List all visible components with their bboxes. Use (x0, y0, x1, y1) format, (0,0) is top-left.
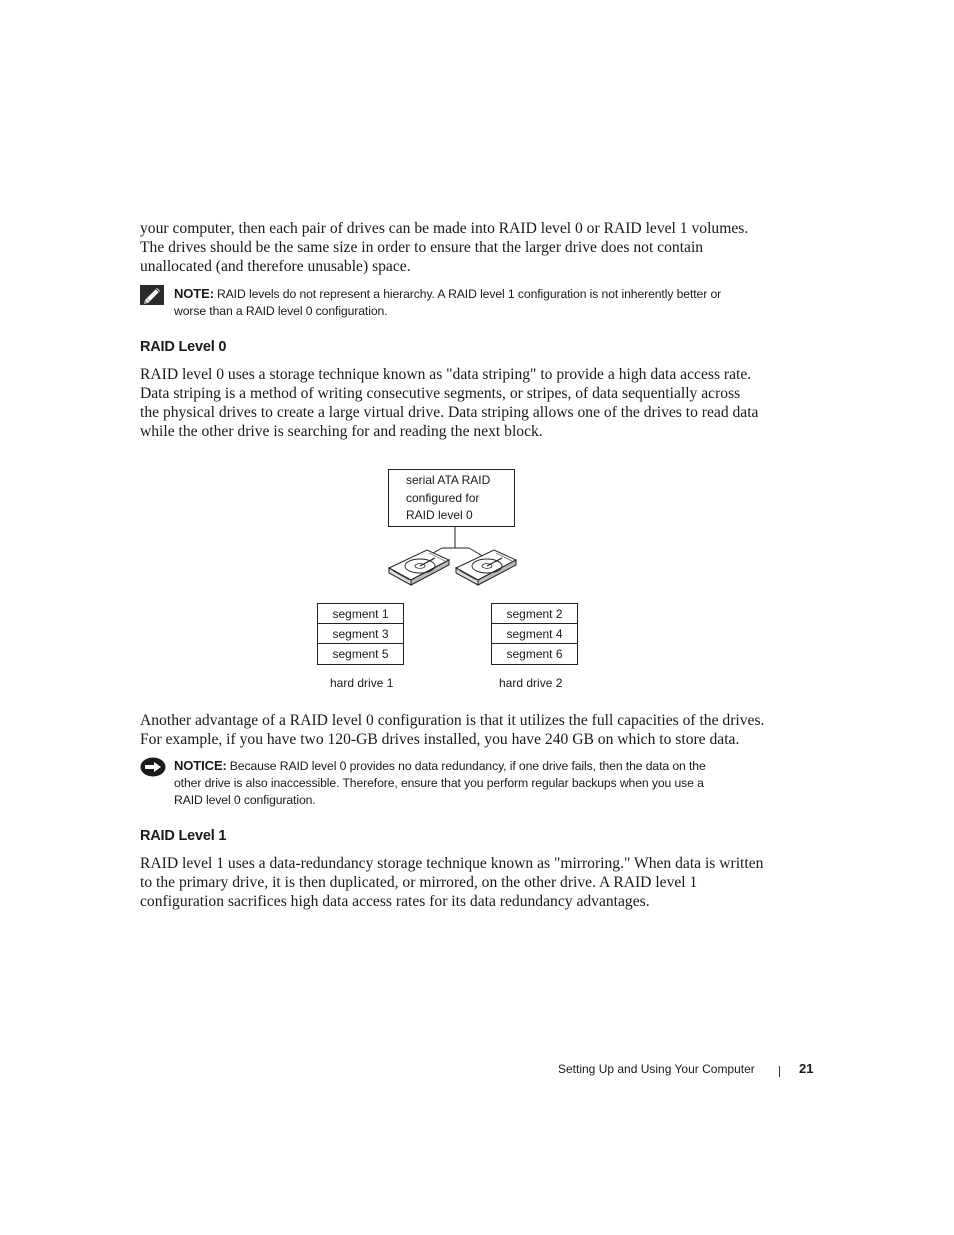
raid0-line: the physical drives to create a large virtual drive. Data striping allows one of the drives to read data (140, 404, 759, 421)
hard-drive-1-label: hard drive 1 (330, 676, 394, 690)
raid-level-0-paragraph (140, 365, 760, 441)
segment-cell: segment 4 (492, 624, 577, 644)
raid1-line: to the primary drive, it is then duplicated, or mirrored, on the other drive. A RAID level 1 (140, 874, 698, 891)
hard-drive-2-label: hard drive 2 (499, 676, 563, 690)
page-number: 21 (799, 1061, 814, 1076)
raid0-line: RAID level 0 uses a storage technique known as "data striping" to provide a high data access rate. (140, 366, 752, 383)
raid-box-line: configured for (406, 490, 480, 505)
note-text (174, 285, 721, 320)
segment-cell: segment 6 (506, 647, 563, 661)
pencil-note-icon (140, 285, 164, 310)
note-label: NOTE: (174, 286, 214, 301)
footer-separator (779, 1066, 780, 1077)
hard-drive-2-icon (456, 550, 516, 585)
hard-drive-1-segments (317, 603, 404, 665)
hard-drive-1-icon (389, 550, 449, 585)
notice-text (174, 757, 706, 809)
intro-line: unallocated (and therefore unusable) space. (140, 258, 411, 275)
note-line: worse than a RAID level 0 configuration. (174, 304, 388, 318)
intro-line: your computer, then each pair of drives can be made into RAID level 0 or RAID level 1 volumes. (140, 220, 749, 237)
segment-cell: segment 5 (332, 647, 389, 661)
notice-line: Because RAID level 0 provides no data redundancy, if one drive fails, then the data on the (229, 759, 706, 773)
notice-arrow-icon (140, 757, 166, 782)
raid0-line: while the other drive is searching for and reading the next block. (140, 423, 543, 440)
raid-box-line: serial ATA RAID (406, 473, 491, 487)
raid1-line: configuration sacrifices high data access rates for its data redundancy advantages. (140, 893, 650, 910)
note-line: RAID levels do not represent a hierarchy. A RAID level 1 configuration is not inherently better or (216, 287, 722, 301)
segment-cell: segment 1 (318, 604, 403, 624)
segment-cell: segment 3 (318, 624, 403, 644)
notice-line: RAID level 0 configuration. (174, 793, 316, 807)
advantage-line: Another advantage of a RAID level 0 configuration is that it utilizes the full capacities of the drives. (140, 712, 765, 729)
raid-level-0-heading: RAID Level 0 (140, 339, 227, 355)
raid1-line: RAID level 1 uses a data-redundancy storage technique known as "mirroring." When data is written (140, 855, 764, 872)
segment-cell: segment 2 (492, 604, 577, 624)
advantage-paragraph (140, 711, 765, 749)
connector-lines (424, 527, 486, 558)
notice-line: other drive is also inaccessible. Therefore, ensure that you perform regular backups when you use a (174, 776, 704, 790)
raid-controller-box (388, 469, 515, 527)
intro-paragraph (140, 219, 760, 276)
intro-line: The drives should be the same size in order to ensure that the larger drive does not contain (140, 239, 704, 256)
advantage-line: For example, if you have two 120-GB drives installed, you have 240 GB on which to store data. (140, 731, 740, 748)
raid0-line: Data striping is a method of writing consecutive segments, or stripes, of data sequentially across (140, 385, 741, 402)
hard-drive-2-segments (491, 603, 578, 665)
raid-level-1-heading: RAID Level 1 (140, 828, 227, 844)
raid-box-line: RAID level 0 (406, 508, 473, 522)
notice-label: NOTICE: (174, 758, 227, 773)
raid-level-1-paragraph (140, 854, 764, 911)
footer-section-title: Setting Up and Using Your Computer (558, 1062, 755, 1076)
